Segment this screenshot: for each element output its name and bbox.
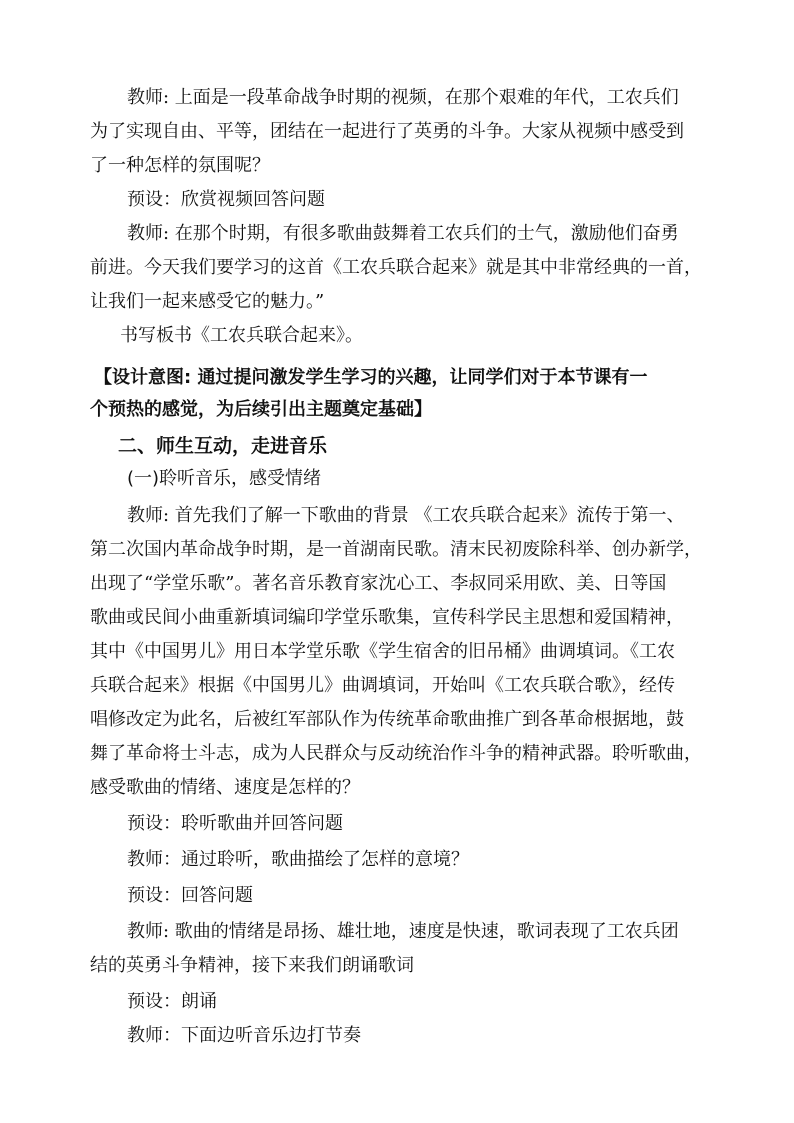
design-intent-line: 【设计意图: 通过提问激发学生学习的兴趣，让同学们对于本节课有一 — [94, 367, 648, 388]
paragraph-line: 第二次国内革命战争时期，是一首湖南民歌。清末民初废除科举、创办新学， — [90, 539, 702, 560]
paragraph-line: 预设：回答问题 — [127, 885, 253, 906]
paragraph-line: 了一种怎样的氛围呢？ — [90, 155, 270, 176]
paragraph-line: 预设：聆听歌曲并回答问题 — [127, 813, 343, 834]
paragraph-line: 让我们一起来感受它的魅力。” — [90, 291, 325, 312]
paragraph-line: 舞了革命将士斗志，成为人民群众与反动统治作斗争的精神武器。聆听歌曲， — [90, 743, 702, 764]
paragraph-line: 前进。今天我们要学习的这首《工农兵联合起来》就是其中非常经典的一首， — [90, 257, 702, 278]
paragraph-line: 预设：朗诵 — [127, 991, 217, 1012]
paragraph-line: 歌曲或民间小曲重新填词编印学堂乐歌集，宣传科学民主思想和爱国精神， — [90, 607, 684, 628]
paragraph-line: 唱修改定为此名，后被红军部队作为传统革命歌曲推广到各革命根据地，鼓 — [90, 709, 684, 730]
design-intent-line: 个预热的感觉，为后续引出主题奠定基础】 — [90, 399, 432, 420]
paragraph-line: 出现了“学堂乐歌”。著名音乐教育家沈心工、李叔同采用欧、美、日等国 — [90, 573, 667, 594]
paragraph-line: 教师: 上面是一段革命战争时期的视频，在那个艰难的年代，工农兵们 — [127, 87, 679, 108]
paragraph-line: 书写板书《工农兵联合起来》。 — [120, 325, 363, 346]
paragraph-line: 为了实现自由、平等，团结在一起进行了英勇的斗争。大家从视频中感受到 — [90, 121, 684, 142]
paragraph-line: 教师：下面边听音乐边打节奏 — [127, 1025, 361, 1046]
paragraph-line: 兵联合起来》根据《中国男儿》曲调填词，开始叫《工农兵联合歌》，经传 — [90, 675, 675, 696]
paragraph-line: 教师: 在那个时期，有很多歌曲鼓舞着工农兵们的士气，激励他们奋勇 — [127, 223, 679, 244]
paragraph-line: 结的英勇斗争精神，接下来我们朗诵歌词 — [90, 955, 414, 976]
paragraph-line: 教师: 首先我们了解一下歌曲的背景 《工农兵联合起来》流传于第一、 — [127, 505, 685, 526]
section-heading: 二、师生互动，走进音乐 — [118, 435, 328, 457]
paragraph-line: 教师：通过聆听，歌曲描绘了怎样的意境？ — [127, 849, 469, 870]
paragraph-line: 教师: 歌曲的情绪是昂扬、雄壮地，速度是快速，歌词表现了工农兵团 — [127, 921, 679, 942]
paragraph-line: 其中《中国男儿》用日本学堂乐歌《学生宿舍的旧吊桶》曲调填词。《工农 — [90, 641, 675, 662]
paragraph-line: 感受歌曲的情绪、速度是怎样的？ — [90, 777, 360, 798]
subsection-heading: (一)聆听音乐，感受情绪 — [127, 468, 322, 489]
paragraph-line: 预设：欣赏视频回答问题 — [127, 189, 325, 210]
